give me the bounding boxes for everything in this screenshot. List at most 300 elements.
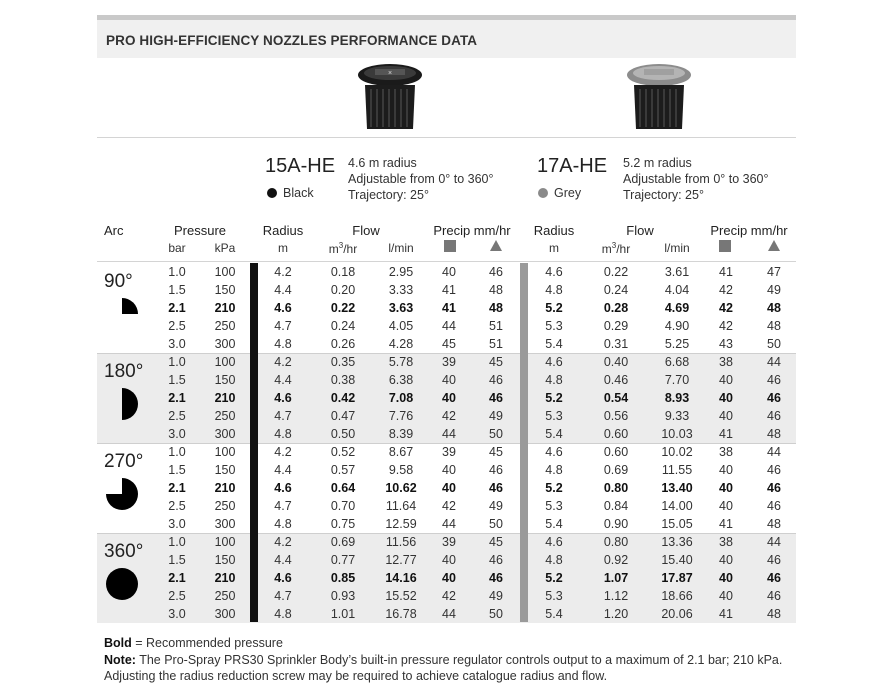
table-cell: 1.0 [168,445,186,459]
table-cell: 40 [719,409,733,423]
table-cell: 250 [214,409,236,423]
table-cell: 40 [442,571,456,585]
table-cell: 1.5 [168,283,186,297]
table-row [0,515,880,533]
table-cell: 50 [489,427,503,441]
table-cell: 5.3 [545,409,563,423]
table-cell: 12.77 [385,553,417,567]
table-row [0,551,880,569]
header-divider [97,261,796,262]
table-cell: 46 [767,571,781,585]
nozzle-15a-model: 15A-HE [265,155,336,177]
table-cell: 48 [767,301,781,315]
table-cell: 0.80 [603,481,629,495]
table-cell: 1.0 [168,355,186,369]
table-cell: 4.6 [545,265,563,279]
header-m3hr-17a [591,241,641,256]
table-cell: 10.03 [661,427,693,441]
table-cell: 5.3 [545,589,563,603]
table-cell: 46 [767,409,781,423]
table-cell: 5.2 [545,571,563,585]
table-cell: 2.5 [168,499,186,513]
table-cell: 4.8 [274,517,292,531]
table-cell: 48 [767,517,781,531]
table-cell: 41 [719,517,733,531]
table-cell: 39 [442,535,456,549]
table-cell: 0.20 [330,283,356,297]
header-flow-15a: Flow [352,223,380,238]
nozzle-15a-radius: 4.6 m radius [348,156,417,170]
nozzle-17a-column-marker [520,263,528,622]
table-cell: 9.33 [664,409,690,423]
table-cell: 150 [214,463,236,477]
nozzle-15a-image [357,63,423,133]
table-cell: 250 [214,589,236,603]
table-cell: 40 [719,481,733,495]
table-cell: 13.40 [661,481,693,495]
table-cell: 4.7 [274,409,292,423]
table-cell: 2.5 [168,589,186,603]
table-cell: 5.2 [545,391,563,405]
table-cell: 1.5 [168,373,186,387]
table-cell: 40 [442,463,456,477]
table-cell: 4.2 [274,355,292,369]
table-cell: 17.87 [661,571,693,585]
table-cell: 0.69 [603,463,629,477]
table-row [0,407,880,425]
table-row [0,533,880,551]
nozzle-15a-trajectory: Trajectory: 25° [348,188,429,202]
table-row [0,605,880,623]
table-cell: 40 [719,373,733,387]
table-cell: 4.2 [274,535,292,549]
footer-note-line2: Adjusting the radius reduction screw may be required to achieve catalogue radius and flow. [104,669,608,683]
table-cell: 0.35 [330,355,356,369]
table-cell: 100 [214,445,236,459]
table-row [0,353,880,371]
table-cell: 250 [214,499,236,513]
table-cell: 0.56 [603,409,629,423]
table-cell: 0.22 [330,301,356,315]
table-cell: 42 [442,499,456,513]
table-cell: 4.6 [274,481,292,495]
table-cell: 38 [719,355,733,369]
table-cell: 49 [767,283,781,297]
header-radius-m-15a: m [278,241,288,255]
table-cell: 210 [214,391,236,405]
table-cell: 1.20 [603,607,629,621]
table-cell: 4.8 [545,373,563,387]
table-cell: 1.07 [603,571,629,585]
table-row [0,335,880,353]
table-cell: 1.5 [168,463,186,477]
table-cell: 47 [767,265,781,279]
table-cell: 44 [442,319,456,333]
table-cell: 2.1 [168,301,186,315]
table-cell: 45 [489,445,503,459]
table-row [0,479,880,497]
divider [97,137,796,138]
table-cell: 50 [489,517,503,531]
table-cell: 0.60 [603,445,629,459]
table-cell: 5.4 [545,517,563,531]
table-cell: 4.6 [274,391,292,405]
table-cell: 0.31 [603,337,629,351]
svg-text:×: × [387,70,393,77]
footer-legend [104,636,283,650]
table-cell: 11.55 [661,463,693,477]
table-cell: 1.0 [168,535,186,549]
table-cell: 0.54 [603,391,629,405]
table-cell: 40 [719,391,733,405]
table-cell: 3.61 [664,265,690,279]
triangle-spacing-icon [764,240,784,254]
header-lmin-15a: l/min [388,241,414,255]
table-cell: 2.95 [388,265,414,279]
table-cell: 44 [442,517,456,531]
table-cell: 4.6 [545,535,563,549]
table-cell: 13.36 [661,535,693,549]
table-cell: 41 [442,283,456,297]
table-cell: 0.18 [330,265,356,279]
table-cell: 0.70 [330,499,356,513]
table-cell: 40 [442,373,456,387]
table-cell: 46 [489,571,503,585]
table-cell: 0.93 [330,589,356,603]
table-cell: 3.63 [388,301,414,315]
page-title: PRO HIGH-EFFICIENCY NOZZLES PERFORMANCE DATA [106,33,478,48]
footer-note-label: Note: [104,653,136,667]
table-cell: 41 [442,301,456,315]
table-cell: 40 [442,265,456,279]
table-cell: 0.60 [603,427,629,441]
table-cell: 5.78 [388,355,414,369]
header-bar: bar [168,241,186,255]
table-cell: 12.59 [385,517,417,531]
arc-label: 180° [104,361,144,382]
table-cell: 48 [767,427,781,441]
table-cell: 40 [719,463,733,477]
header-kpa: kPa [214,241,236,255]
table-cell: 1.0 [168,265,186,279]
table-cell: 18.66 [661,589,693,603]
arc-label: 270° [104,451,144,472]
table-cell: 43 [719,337,733,351]
table-cell: 46 [767,481,781,495]
table-cell: 4.8 [274,337,292,351]
table-cell: 48 [767,607,781,621]
nozzle-17a-adjust: Adjustable from 0° to 360° [623,172,769,186]
footer-note [104,653,782,667]
table-cell: 7.76 [388,409,414,423]
table-cell: 20.06 [661,607,693,621]
table-cell: 6.38 [388,373,414,387]
header-pressure: Pressure [173,223,227,238]
table-cell: 3.0 [168,607,186,621]
table-cell: 39 [442,445,456,459]
table-cell: 40 [442,391,456,405]
table-cell: 16.78 [385,607,417,621]
table-cell: 10.62 [385,481,417,495]
table-cell: 46 [489,265,503,279]
table-cell: 44 [442,427,456,441]
table-cell: 8.67 [388,445,414,459]
table-row [0,425,880,443]
table-cell: 0.28 [603,301,629,315]
table-cell: 4.8 [274,427,292,441]
table-row [0,497,880,515]
table-cell: 48 [767,319,781,333]
table-cell: 150 [214,283,236,297]
table-cell: 0.80 [603,535,629,549]
table-cell: 4.90 [664,319,690,333]
table-row [0,569,880,587]
table-cell: 4.8 [545,553,563,567]
nozzle-17a-trajectory: Trajectory: 25° [623,188,704,202]
table-cell: 42 [719,301,733,315]
table-cell: 4.4 [274,373,292,387]
table-cell: 48 [489,283,503,297]
nozzle-17a-model: 17A-HE [537,155,608,177]
table-row [0,461,880,479]
table-row [0,443,880,461]
table-cell: 14.00 [661,499,693,513]
table-cell: 300 [214,427,236,441]
table-cell: 210 [214,571,236,585]
header-precip-15a: Precip mm/hr [433,223,511,238]
table-cell: 4.4 [274,553,292,567]
table-cell: 5.2 [545,481,563,495]
table-cell: 0.85 [330,571,356,585]
table-cell: 40 [442,481,456,495]
table-row [0,299,880,317]
table-cell: 0.52 [330,445,356,459]
nozzle-15a-color-dot [267,188,277,198]
title-bar [97,20,796,58]
table-cell: 4.6 [545,445,563,459]
table-cell: 38 [719,535,733,549]
table-cell: 0.24 [603,283,629,297]
table-cell: 100 [214,265,236,279]
table-cell: 2.1 [168,391,186,405]
table-cell: 5.25 [664,337,690,351]
header-m3hr-base: m [601,242,612,256]
table-cell: 51 [489,337,503,351]
table-cell: 4.2 [274,445,292,459]
table-cell: 4.69 [664,301,690,315]
footer-bold-desc: = Recommended pressure [131,636,283,650]
table-cell: 2.1 [168,481,186,495]
table-cell: 4.6 [274,301,292,315]
table-cell: 5.3 [545,499,563,513]
table-cell: 1.01 [330,607,356,621]
table-cell: 150 [214,373,236,387]
table-cell: 300 [214,517,236,531]
table-cell: 4.7 [274,319,292,333]
table-cell: 4.6 [274,571,292,585]
table-cell: 3.0 [168,337,186,351]
table-cell: 46 [489,481,503,495]
table-cell: 0.64 [330,481,356,495]
table-cell: 5.4 [545,607,563,621]
table-cell: 1.12 [603,589,629,603]
table-cell: 9.58 [388,463,414,477]
table-cell: 300 [214,607,236,621]
table-cell: 40 [719,499,733,513]
triangle-spacing-icon [486,240,506,254]
table-cell: 250 [214,319,236,333]
table-cell: 0.38 [330,373,356,387]
table-row [0,317,880,335]
table-cell: 48 [489,301,503,315]
table-cell: 42 [442,409,456,423]
table-cell: 0.29 [603,319,629,333]
table-cell: 39 [442,355,456,369]
table-cell: 44 [767,535,781,549]
table-cell: 46 [489,463,503,477]
table-cell: 5.2 [545,301,563,315]
table-cell: 4.05 [388,319,414,333]
table-cell: 41 [719,607,733,621]
table-row [0,587,880,605]
table-cell: 3.0 [168,517,186,531]
table-cell: 46 [489,373,503,387]
table-cell: 40 [719,571,733,585]
table-cell: 4.6 [545,355,563,369]
table-cell: 2.5 [168,409,186,423]
table-cell: 0.22 [603,265,629,279]
table-cell: 4.7 [274,589,292,603]
table-cell: 0.92 [603,553,629,567]
table-cell: 0.50 [330,427,356,441]
table-cell: 15.05 [661,517,693,531]
table-cell: 3.33 [388,283,414,297]
table-cell: 40 [719,589,733,603]
table-cell: 0.75 [330,517,356,531]
table-cell: 42 [442,589,456,603]
table-cell: 4.8 [274,607,292,621]
table-cell: 42 [719,283,733,297]
table-cell: 0.90 [603,517,629,531]
table-cell: 15.52 [385,589,417,603]
table-cell: 0.77 [330,553,356,567]
table-cell: 4.04 [664,283,690,297]
table-cell: 44 [767,445,781,459]
table-cell: 300 [214,337,236,351]
table-cell: 41 [719,427,733,441]
table-cell: 0.24 [330,319,356,333]
nozzle-17a-color-dot [538,188,548,198]
table-cell: 46 [767,463,781,477]
header-lmin-17a: l/min [664,241,690,255]
table-cell: 38 [719,445,733,459]
table-cell: 4.28 [388,337,414,351]
table-cell: 4.2 [274,265,292,279]
table-cell: 210 [214,301,236,315]
table-row [0,281,880,299]
table-cell: 7.70 [664,373,690,387]
table-cell: 46 [489,553,503,567]
table-row [0,263,880,281]
table-cell: 10.02 [661,445,693,459]
arc-label: 360° [104,541,144,562]
header-radius-m-17a: m [549,241,559,255]
table-cell: 50 [767,337,781,351]
table-cell: 6.68 [664,355,690,369]
table-cell: 0.42 [330,391,356,405]
table-cell: 44 [767,355,781,369]
table-cell: 50 [489,607,503,621]
table-cell: 14.16 [385,571,417,585]
table-cell: 45 [442,337,456,351]
table-cell: 0.84 [603,499,629,513]
table-cell: 0.57 [330,463,356,477]
table-cell: 46 [489,391,503,405]
table-cell: 2.5 [168,319,186,333]
footer-bold-word: Bold [104,636,132,650]
table-cell: 5.4 [545,337,563,351]
footer-note-text: The Pro-Spray PRS30 Sprinkler Body’s built-in pressure regulator controls output to a maximum of 2.1 bar; 210 kPa. [135,653,783,667]
table-cell: 15.40 [661,553,693,567]
table-cell: 4.8 [545,463,563,477]
table-cell: 49 [489,409,503,423]
nozzle-15a-column-marker [250,263,258,622]
header-flow-17a: Flow [626,223,654,238]
square-spacing-icon [715,240,735,255]
table-cell: 4.4 [274,463,292,477]
header-m3hr-base: m [328,242,339,256]
table-cell: 0.26 [330,337,356,351]
table-cell: 4.4 [274,283,292,297]
table-cell: 45 [489,535,503,549]
table-cell: 49 [489,499,503,513]
table-cell: 49 [489,589,503,603]
table-cell: 11.56 [385,535,417,549]
table-cell: 42 [719,319,733,333]
table-cell: 150 [214,553,236,567]
table-cell: 5.3 [545,319,563,333]
header-m3hr-sup: 3 [338,241,344,250]
table-cell: 210 [214,481,236,495]
header-radius-17a: Radius [533,223,575,238]
table-cell: 51 [489,319,503,333]
table-cell: 46 [767,589,781,603]
nozzle-17a-radius: 5.2 m radius [623,156,692,170]
nozzle-15a-specs [348,155,494,203]
table-cell: 100 [214,355,236,369]
header-m3hr-tail: /hr [343,242,358,256]
table-row [0,371,880,389]
table-cell: 40 [442,553,456,567]
table-cell: 7.08 [388,391,414,405]
table-row [0,389,880,407]
table-cell: 100 [214,535,236,549]
table-cell: 46 [767,499,781,513]
table-cell: 8.39 [388,427,414,441]
header-m3hr-tail: /hr [616,242,631,256]
table-cell: 4.8 [545,283,563,297]
table-cell: 46 [767,553,781,567]
header-precip-17a: Precip mm/hr [710,223,788,238]
header-m3hr-15a [318,241,368,256]
header-radius-15a: Radius [262,223,304,238]
table-cell: 46 [767,391,781,405]
table-cell: 0.69 [330,535,356,549]
table-cell: 11.64 [385,499,417,513]
table-cell: 0.47 [330,409,356,423]
table-cell: 40 [719,553,733,567]
table-cell: 5.4 [545,427,563,441]
